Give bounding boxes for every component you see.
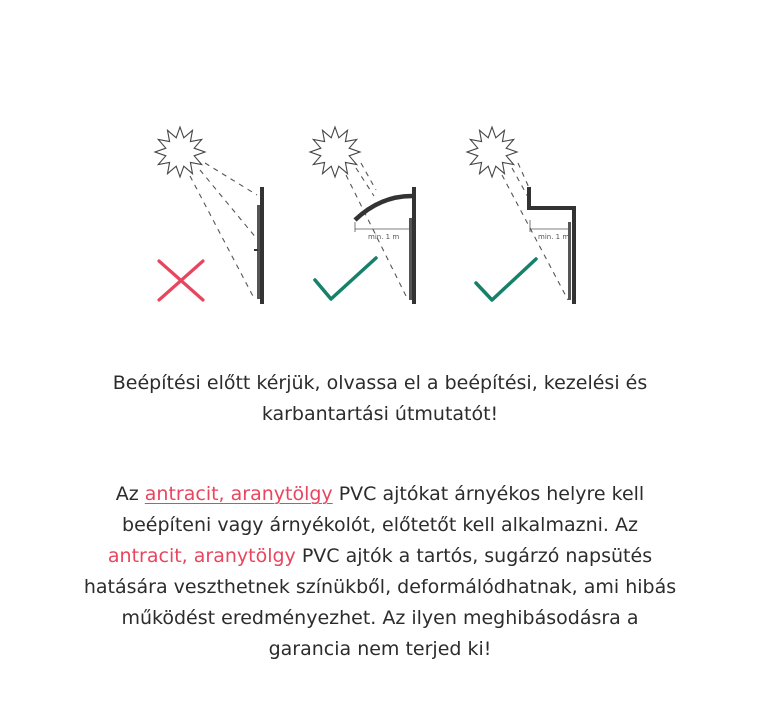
dimension-label: min. 1 m <box>538 233 570 241</box>
sun-icon <box>467 127 517 177</box>
warning-text: Az antracit, aranytölgy PVC ajtókat árnyékos helyre kell beépíteni vagy árnyékolót, előtetőt kell alkalmazni. Az antracit, aranytölgy PVC ajtók a tartós, sugárzó napsütés hatására veszthetnek színükből, deformálódhatnak, ami hibás működést eredményezhet. Az ilyen meghibásodásra a garancia nem terjed ki! <box>83 483 677 660</box>
door-frame <box>257 205 260 299</box>
highlight-colors: antracit, aranytölgy <box>144 483 333 505</box>
highlight-colors: antracit, aranytölgy <box>107 545 296 567</box>
check-icon <box>315 258 376 299</box>
door-frame <box>409 218 412 300</box>
sun-icon <box>155 127 205 177</box>
installation-diagrams <box>0 0 757 330</box>
diagram-canopy <box>310 127 414 304</box>
canopy <box>355 196 412 220</box>
wall-overhang <box>529 187 574 304</box>
notice-line-2: karbantartási útmutatót! <box>261 403 499 425</box>
cross-icon <box>159 261 203 300</box>
sun-rays <box>190 163 262 300</box>
sun-icon <box>310 127 360 177</box>
diagram-overhang <box>467 127 574 304</box>
notice-text <box>60 368 700 430</box>
check-icon <box>476 259 536 300</box>
diagram-no-shade <box>155 127 262 304</box>
notice-line-1: Beépítési előtt kérjük, olvassa el a beépítési, kezelési és <box>112 372 648 394</box>
dimension-label: min. 1 m <box>368 233 400 241</box>
